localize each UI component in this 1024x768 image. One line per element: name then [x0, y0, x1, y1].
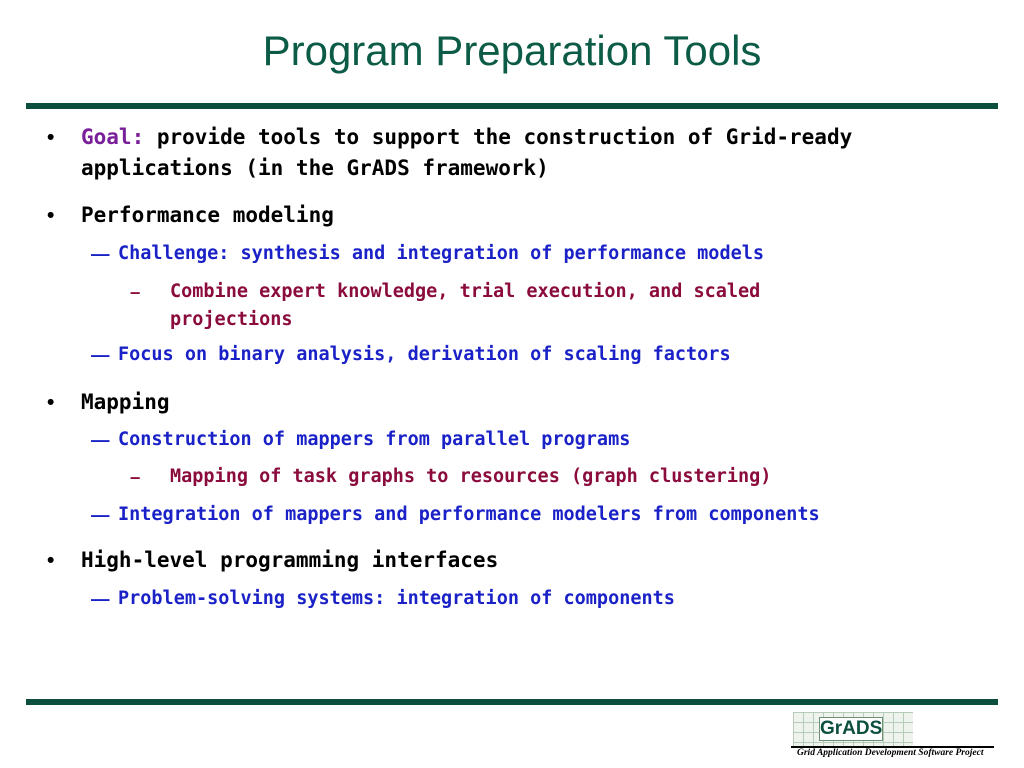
dash-icon: — [91, 243, 110, 264]
goal-label: Goal: [81, 125, 145, 149]
problem-solving-text: Problem-solving systems: integration of components [118, 588, 675, 609]
performance-heading: Performance modeling [81, 203, 334, 227]
combine-text: Combine expert knowledge, trial execution, and scaled projections [170, 281, 761, 330]
integration-text: Integration of mappers and performance modelers from components [118, 504, 820, 525]
slide-title: Program Preparation Tools [262, 27, 762, 74]
challenge-text: Challenge: synthesis and integration of performance models [118, 243, 765, 264]
bullet-icon: • [47, 204, 55, 227]
dash-icon: — [91, 504, 110, 525]
bullet-icon: • [47, 126, 55, 149]
logo-wordmark: GrADS [820, 718, 883, 739]
task-graphs-text: Mapping of task graphs to resources (graph clustering) [170, 466, 772, 487]
dash-icon: — [91, 429, 110, 450]
dash-icon: – [130, 466, 141, 487]
bullet-icon: • [47, 549, 55, 572]
mapping-heading: Mapping [81, 390, 170, 414]
focus-text: Focus on binary analysis, derivation of scaling factors [118, 344, 731, 365]
dash-icon: – [130, 281, 141, 302]
dash-icon: — [91, 344, 110, 365]
construction-text: Construction of mappers from parallel programs [118, 429, 631, 450]
dash-icon: — [91, 588, 110, 609]
interfaces-heading: High-level programming interfaces [81, 548, 499, 572]
logo-subtitle: Grid Application Development Software Project [797, 748, 984, 758]
goal-description: provide tools to support the construction of Grid-ready applications (in the GrADS framework) [81, 125, 853, 180]
bottom-divider [26, 699, 998, 705]
goal-text [81, 122, 961, 184]
bullet-icon: • [47, 391, 55, 414]
grads-logo [783, 708, 996, 763]
